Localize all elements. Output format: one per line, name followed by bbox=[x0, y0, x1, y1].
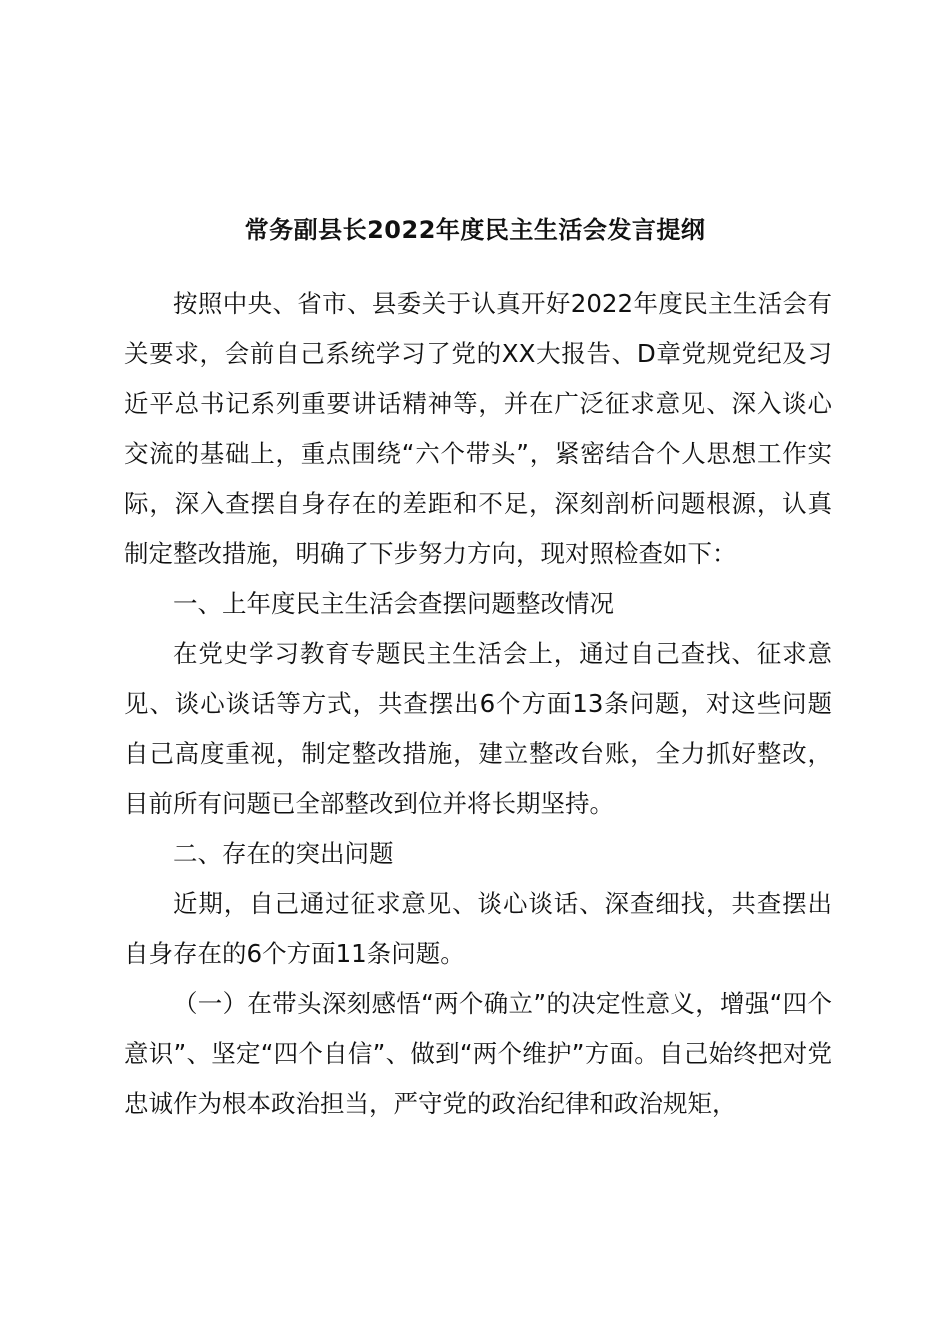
intro-paragraph: 按照中央、省市、县委关于认真开好2022年度民主生活会有关要求，会前自己系统学习了党的XX大报告、D章党规党纪及习近平总书记系列重要讲话精神等，并在广泛征求意见、深入谈心交流的基础上，重点围绕“六个带头”，紧密结合个人思想工作实际，深入查摆自身存在的差距和不足，深刻剖析问题根源，认真制定整改措施，明确了下步努力方向，现对照检查如下： bbox=[124, 289, 832, 568]
document-body bbox=[124, 279, 832, 1129]
section-2-paragraph: 近期，自己通过征求意见、谈心谈话、深查细找，共查摆出自身存在的6个方面11条问题。 bbox=[124, 889, 832, 968]
document-title: 常务副县长2022年度民主生活会发言提纲 bbox=[244, 216, 706, 244]
section-heading-2: 二、存在的突出问题 bbox=[173, 839, 394, 868]
subsection-1-paragraph: （一）在带头深刻感悟“两个确立”的决定性意义，增强“四个意识”、坚定“四个自信”、做到“两个维护”方面。自己始终把对党忠诚作为根本政治担当，严守党的政治纪律和政治规矩， bbox=[124, 989, 832, 1118]
section-1-paragraph: 在党史学习教育专题民主生活会上，通过自己查找、征求意见、谈心谈话等方式，共查摆出6个方面13条问题，对这些问题自己高度重视，制定整改措施，建立整改台账，全力抓好整改，目前所有问题已全部整改到位并将长期坚持。 bbox=[124, 639, 832, 818]
section-heading-1: 一、上年度民主生活会查摆问题整改情况 bbox=[173, 589, 614, 618]
